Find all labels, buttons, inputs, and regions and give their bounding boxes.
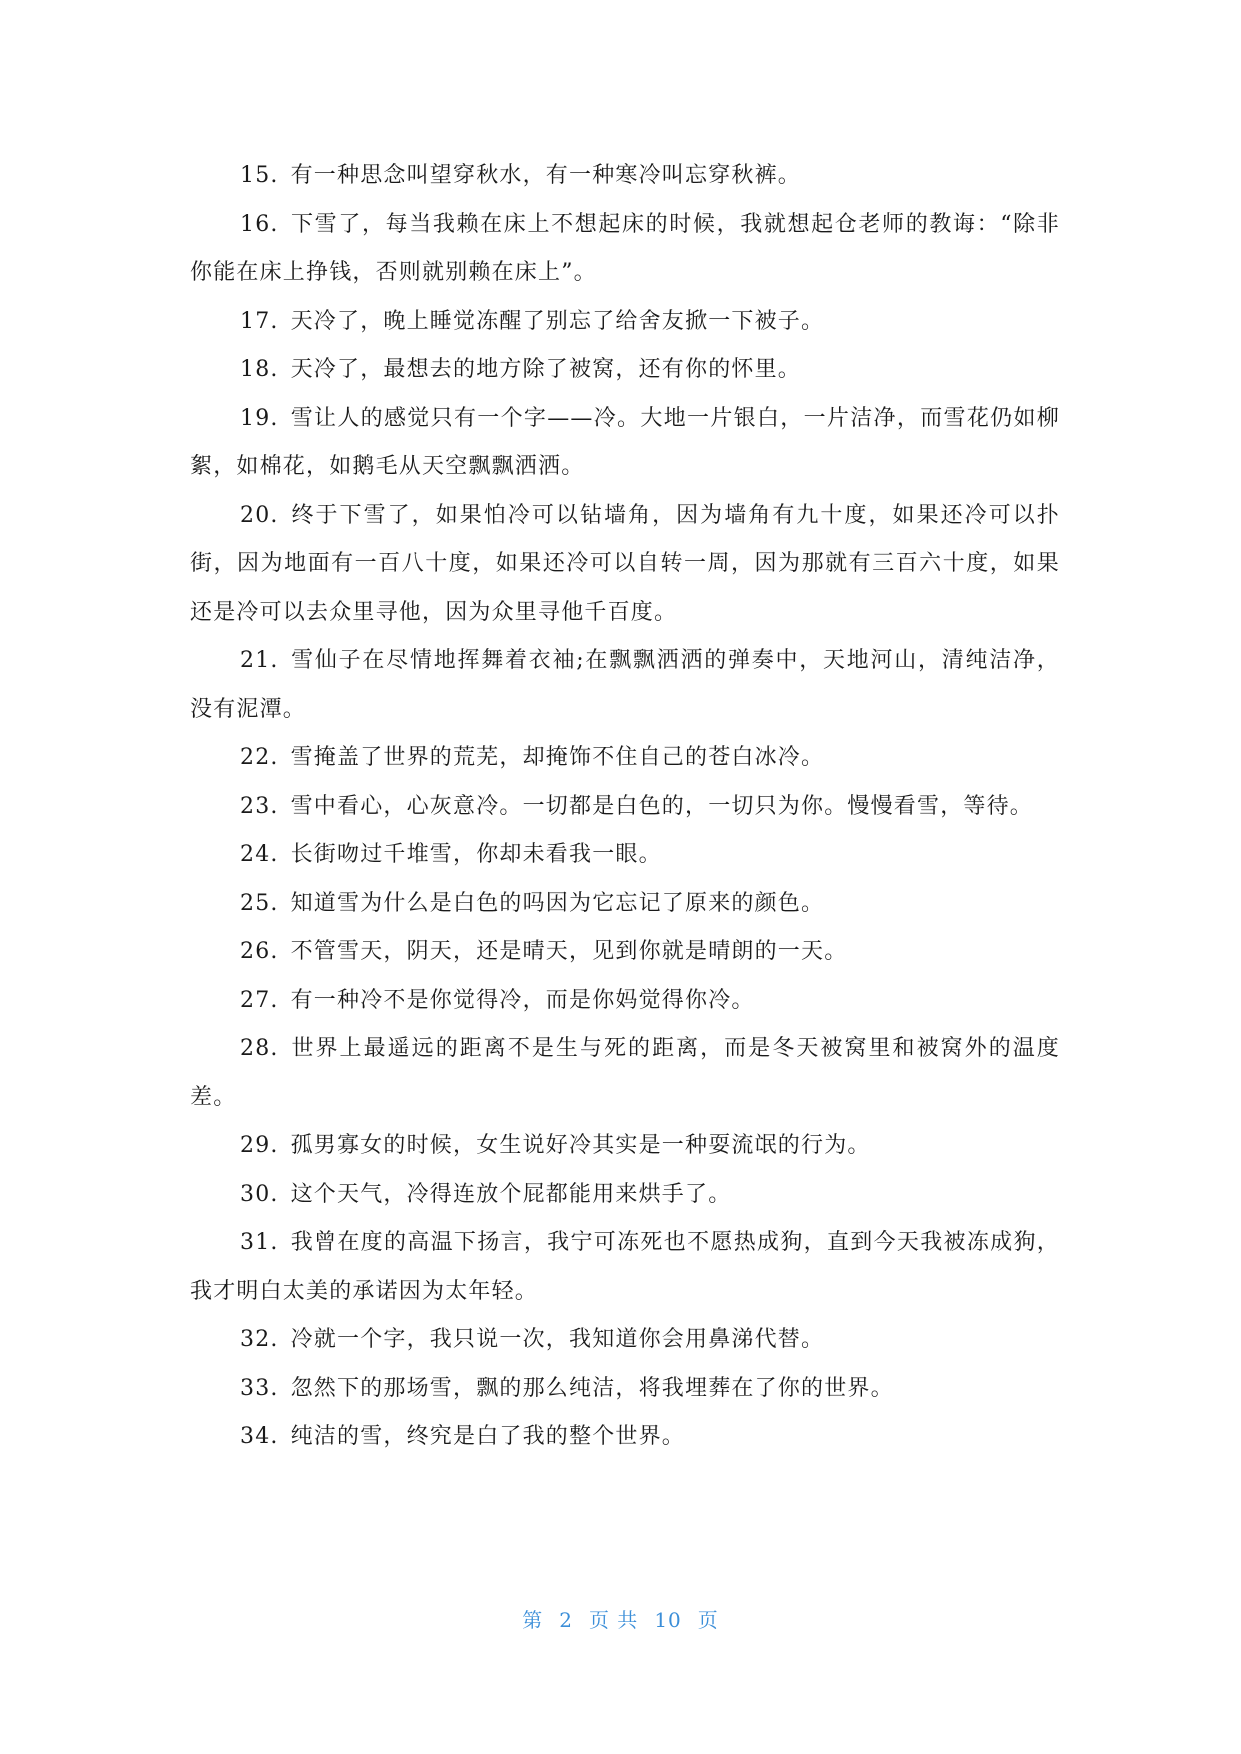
item-text: 有一种冷不是你觉得冷，而是你妈觉得你冷。 <box>290 987 755 1013</box>
item-number: 28. <box>240 1036 279 1061</box>
list-item <box>190 395 1060 492</box>
list-item <box>190 1413 1060 1462</box>
item-text: 知道雪为什么是白色的吗因为它忘记了原来的颜色。 <box>290 890 825 916</box>
item-number: 33. <box>240 1375 279 1401</box>
item-text: 我曾在度的高温下扬言，我宁可冻死也不愿热成狗，直到今天我被冻成狗，我才明白太美的承诺因为太年轻。 <box>190 1230 1060 1304</box>
list-item <box>190 977 1060 1026</box>
item-text: 世界上最遥远的距离不是生与死的距离，而是冬天被窝里和被窝外的温度差。 <box>190 1036 1060 1110</box>
item-text: 雪让人的感觉只有一个字——冷。大地一片银白，一片洁净，而雪花仍如柳絮，如棉花，如鹅毛从天空飘飘洒洒。 <box>190 405 1060 479</box>
item-number: 18. <box>240 357 279 382</box>
footer-prefix: 第 <box>522 1608 544 1632</box>
item-text: 忽然下的那场雪，飘的那么纯洁，将我埋葬在了你的世界。 <box>290 1375 894 1401</box>
item-number: 32. <box>240 1327 279 1352</box>
list-item <box>190 1316 1060 1365</box>
item-text: 终于下雪了，如果怕冷可以钻墙角，因为墙角有九十度，如果还冷可以扑街，因为地面有一百八十度，如果还冷可以自转一周，因为那就有三百六十度，如果还是冷可以去众里寻他，因为众里寻他千百度。 <box>190 502 1060 625</box>
list-item <box>190 880 1060 929</box>
item-number: 22. <box>240 745 279 770</box>
list-item <box>190 1122 1060 1171</box>
footer-suffix: 页 <box>697 1608 719 1632</box>
item-number: 26. <box>240 939 279 964</box>
item-number: 27. <box>240 987 279 1013</box>
item-number: 21. <box>240 648 279 673</box>
item-text: 长街吻过千堆雪，你却未看我一眼。 <box>290 842 662 867</box>
current-page-number: 2 <box>559 1608 573 1632</box>
list-item <box>190 152 1060 201</box>
item-text: 雪仙子在尽情地挥舞着衣袖;在飘飘洒洒的弹奏中，天地河山，清纯洁净，没有泥潭。 <box>190 648 1060 722</box>
item-number: 24. <box>240 842 279 867</box>
list-item <box>190 1365 1060 1414</box>
list-item <box>190 928 1060 977</box>
item-text: 下雪了，每当我赖在床上不想起床的时候，我就想起仓老师的教诲：“除非你能在床上挣钱，否则就别赖在床上”。 <box>190 211 1060 285</box>
list-item <box>190 1025 1060 1122</box>
total-page-count: 10 <box>654 1608 682 1632</box>
item-text: 不管雪天，阴天，还是晴天，见到你就是晴朗的一天。 <box>290 939 848 964</box>
list-item <box>190 783 1060 832</box>
item-number: 15. <box>240 163 279 188</box>
list-item <box>190 201 1060 298</box>
item-text: 冷就一个字，我只说一次，我知道你会用鼻涕代替。 <box>290 1327 825 1352</box>
item-text: 天冷了，晚上睡觉冻醒了别忘了给舍友掀一下被子。 <box>290 308 825 334</box>
item-number: 17. <box>240 308 279 334</box>
item-text: 这个天气，冷得连放个屁都能用来烘手了。 <box>290 1181 732 1207</box>
list-item <box>190 831 1060 880</box>
item-number: 19. <box>240 405 279 431</box>
item-number: 31. <box>240 1230 279 1255</box>
item-text: 孤男寡女的时候，女生说好冷其实是一种耍流氓的行为。 <box>290 1133 871 1158</box>
item-text: 雪掩盖了世界的荒芜，却掩饰不住自己的苍白冰冷。 <box>290 745 825 770</box>
item-number: 20. <box>240 502 279 528</box>
item-number: 34. <box>240 1424 279 1449</box>
list-item <box>190 298 1060 347</box>
list-item <box>190 1219 1060 1316</box>
list-item <box>190 346 1060 395</box>
document-body <box>190 152 1060 1462</box>
item-text: 天冷了，最想去的地方除了被窝，还有你的怀里。 <box>290 357 801 382</box>
item-text: 雪中看心，心灰意冷。一切都是白色的，一切只为你。慢慢看雪，等待。 <box>290 793 1033 819</box>
item-number: 30. <box>240 1181 279 1207</box>
list-item <box>190 492 1060 638</box>
footer-middle: 页 共 <box>588 1608 639 1632</box>
page-footer <box>0 1604 1241 1633</box>
item-text: 有一种思念叫望穿秋水，有一种寒冷叫忘穿秋裤。 <box>290 163 801 188</box>
list-item <box>190 734 1060 783</box>
item-number: 23. <box>240 793 279 819</box>
item-text: 纯洁的雪，终究是白了我的整个世界。 <box>290 1424 685 1449</box>
item-number: 25. <box>240 890 279 916</box>
item-number: 29. <box>240 1133 279 1158</box>
list-item <box>190 637 1060 734</box>
list-item <box>190 1171 1060 1220</box>
item-number: 16. <box>240 211 279 237</box>
